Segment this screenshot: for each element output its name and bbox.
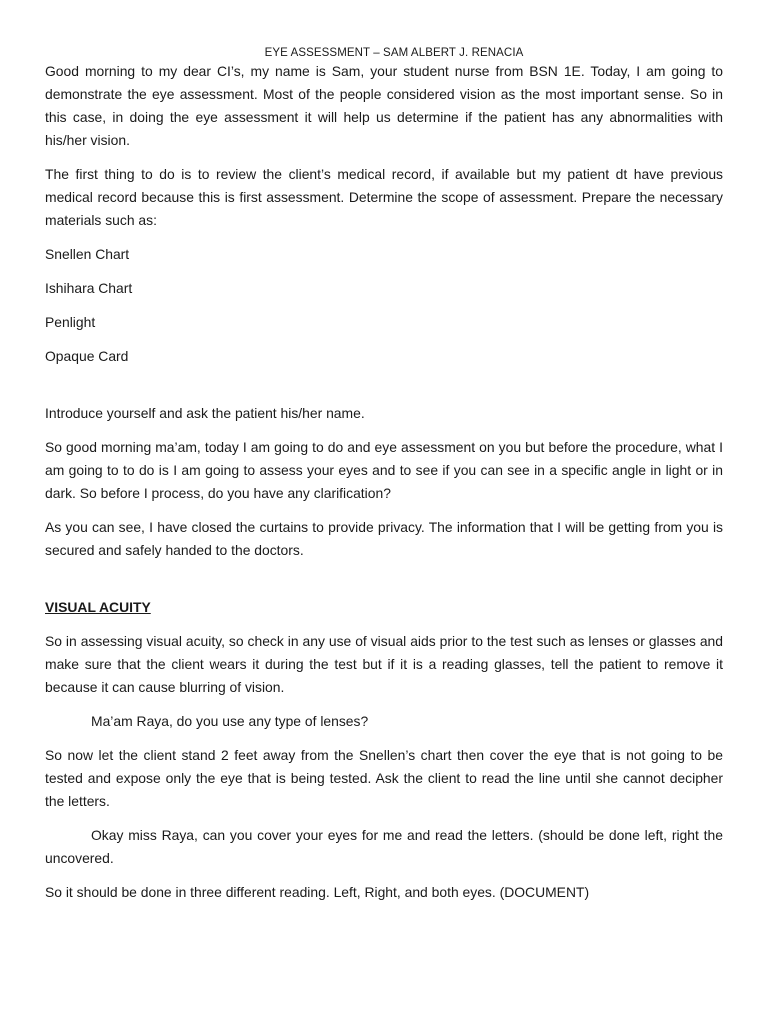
document-title: EYE ASSESSMENT – SAM ALBERT J. RENACIA [264,47,524,59]
blank-line [45,379,723,402]
material-item-penlight: Penlight [45,314,96,330]
material-item-snellen-chart: Snellen Chart [45,246,130,262]
material-item-opaque-card: Opaque Card [45,348,129,364]
document-page [45,45,723,915]
review-paragraph: The first thing to do is to review the client’s medical record, if available but my patient dt have previous medical record because this is first assessment. Determine the scope of assessment. Prepare the necessary materials such as: [45,166,723,228]
privacy-paragraph: As you can see, I have closed the curtains to provide privacy. The information that I will be getting from you is secured and safely handed to the doctors. [45,519,723,558]
lenses-question: Ma’am Raya, do you use any type of lenses? [91,713,369,729]
material-item-ishihara-chart: Ishihara Chart [45,280,133,296]
visual-aids-paragraph: So in assessing visual acuity, so check in any use of visual aids prior to the test such as lenses or glasses and make sure that the client wears it during the test but if it is a reading glasses, tell the patient to remove it because it can cause blurring of vision. [45,633,723,695]
intro-paragraph: Good morning to my dear CI’s, my name is Sam, your student nurse from BSN 1E. Today, I am going to demonstrate the eye assessment. Most of the people considered vision as the most important sense. So in this case, in doing the eye assessment it will help us determine if the patient has any abnormalities with his/her vision. [45,63,723,148]
greeting-paragraph: So good morning ma’am, today I am going to do and eye assessment on you but before the procedure, what I am going to to do is I am going to assess your eyes and to see if you can see in a specific angle in light or in dark. So before I process, do you have any clarification? [45,439,723,501]
cover-eyes-instruction: Okay miss Raya, can you cover your eyes for me and read the letters. (should be done left, right the uncovered. [45,827,723,866]
blank-line [45,573,723,596]
three-readings-paragraph: So it should be done in three different reading. Left, Right, and both eyes. (DOCUMENT) [45,884,590,900]
introduce-paragraph: Introduce yourself and ask the patient his/her name. [45,405,365,421]
visual-acuity-heading: VISUAL ACUITY [45,599,151,615]
snellen-stand-paragraph: So now let the client stand 2 feet away from the Snellen’s chart then cover the eye that is not going to be tested and expose only the eye that is being tested. Ask the client to read the line until she cannot decipher the letters. [45,747,723,809]
